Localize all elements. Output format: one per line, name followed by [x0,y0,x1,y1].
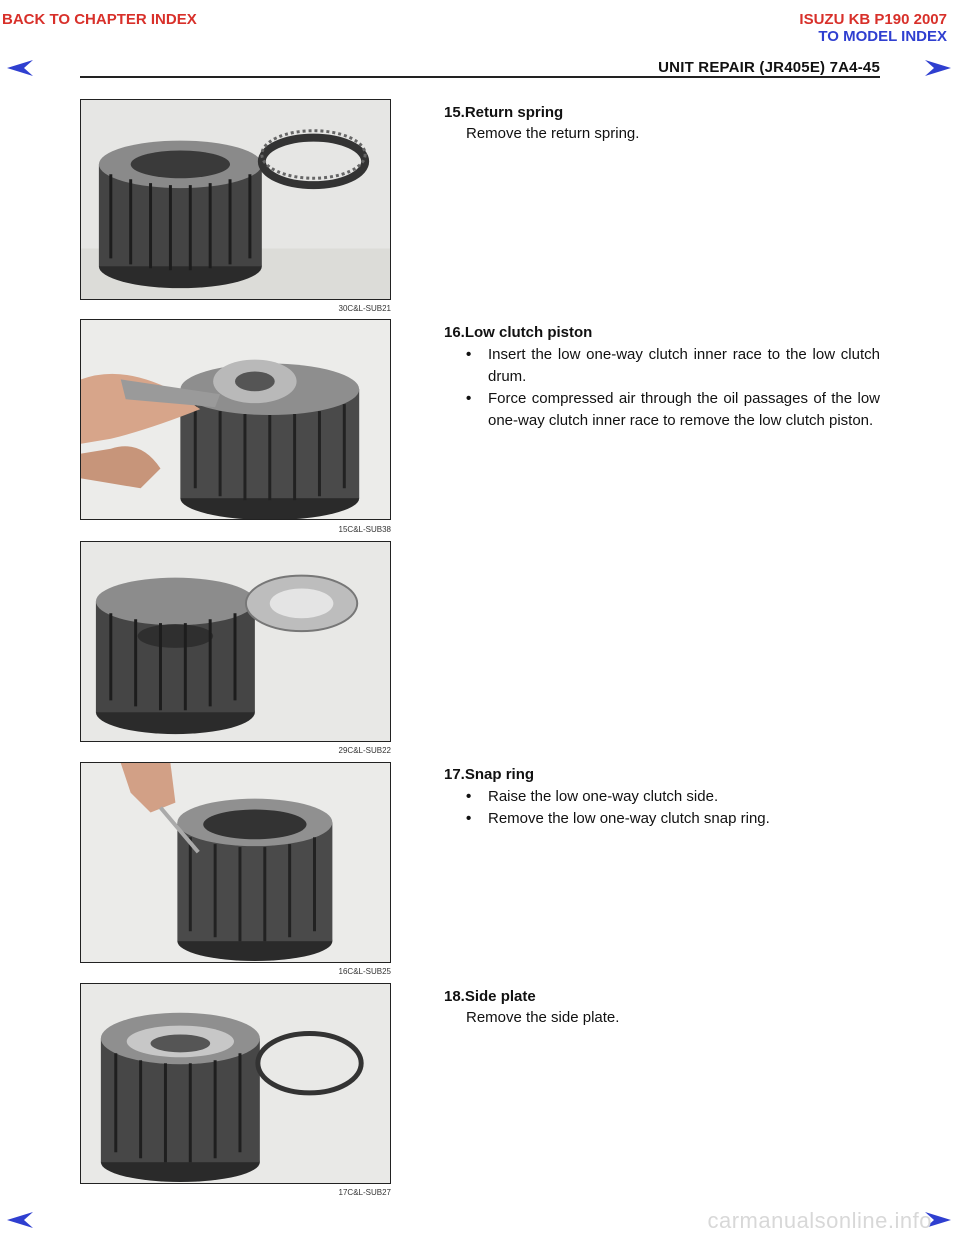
figure-low-clutch-piston-air-photo [80,319,391,520]
step-16-title: 16.Low clutch piston [444,324,593,341]
previous-page-arrow-icon[interactable] [6,58,34,78]
step-17-bullet-list [466,786,880,830]
list-item: • Force compressed air through the oil passages of the low one-way clutch inner race to remove the low clutch piston. [466,390,880,429]
watermark: carmanualsonline.info [707,1208,932,1233]
step-18-title: 18.Side plate [444,988,536,1005]
step-15-text: Remove the return spring. [466,125,640,142]
step-17-title: 17.Snap ring [444,766,535,783]
figure-caption: 16C&L-SUB25 [338,967,391,976]
previous-page-arrow-icon[interactable] [6,1210,34,1230]
bullet-icon: • [466,390,472,407]
model-title[interactable]: ISUZU KB P190 2007 [799,11,947,28]
bullet-icon: • [466,810,472,827]
list-item: • Insert the low one-way clutch inner race to the low clutch drum. [466,346,880,385]
back-to-chapter-index-link[interactable]: BACK TO CHAPTER INDEX [2,11,197,28]
bullet-icon: • [466,346,472,363]
bullet-icon: • [466,788,472,805]
figure-snap-ring-photo [80,762,391,963]
figure-caption: 29C&L-SUB22 [338,746,391,755]
next-page-arrow-icon[interactable] [924,58,952,78]
step-18-text: Remove the side plate. [466,1009,620,1026]
page-header-title: UNIT REPAIR (JR405E) 7A4-45 [658,59,880,76]
figure-side-plate-photo [80,983,391,1184]
figure-low-clutch-piston-removed-photo [80,541,391,742]
figure-caption: 15C&L-SUB38 [338,525,391,534]
header-divider [80,76,880,78]
figure-caption: 17C&L-SUB27 [338,1188,391,1197]
step-16-bullet-list [466,344,880,432]
list-item: • Raise the low one-way clutch side. [466,786,880,808]
list-item: • Remove the low one-way clutch snap ring. [466,808,880,830]
model-index-block [799,11,947,45]
to-model-index-link[interactable]: TO MODEL INDEX [818,28,947,45]
step-15-title: 15.Return spring [444,104,564,121]
figure-caption: 30C&L-SUB21 [338,304,391,313]
figure-return-spring-photo [80,99,391,300]
